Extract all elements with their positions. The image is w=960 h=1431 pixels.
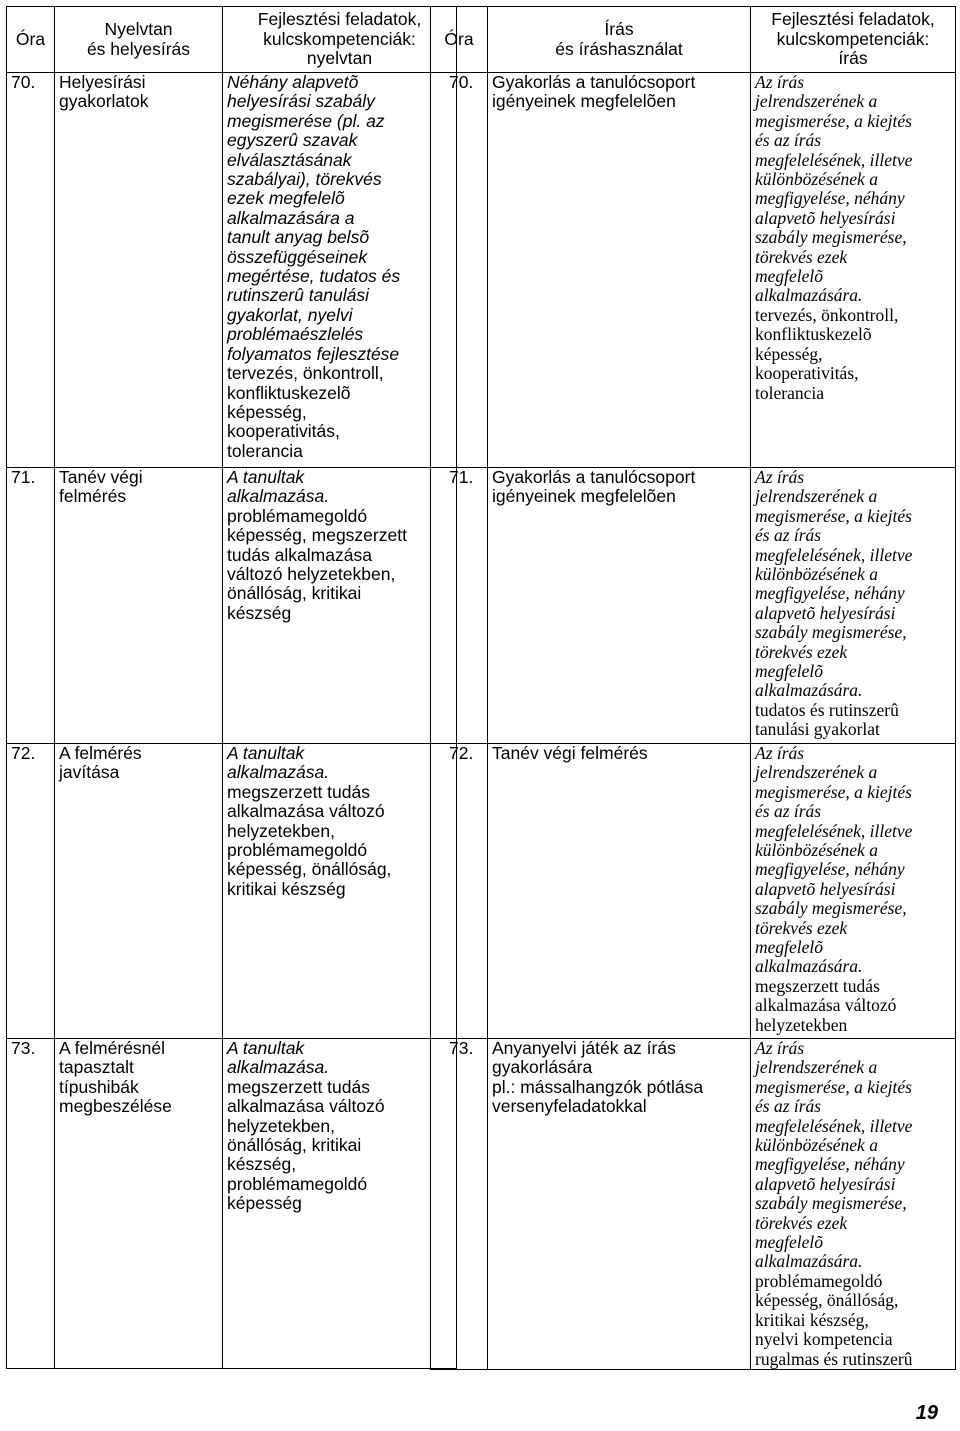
tasks-italic: Az írás jelrendszerének a megismerése, a kiejtés és az írás megfelelésének, illetve különbözésének a megfigyelése, néhány alapvetõ helyesírási szabály megismerése, törekvés ezek megfelelõ alkalmazására. [755,72,913,306]
table-row [431,73,956,468]
header-topic: Nyelvtan és helyesírás [55,7,223,73]
lesson-number: 72. [431,744,488,1039]
lesson-number: 71. [431,468,488,744]
tasks-italic: A tanultak alkalmazása. [227,467,330,507]
lesson-number: 73. [431,1039,488,1370]
lesson-topic: A felmérés javítása [55,744,223,1039]
lesson-topic: Gyakorlás a tanulócsoport igényeinek megfelelõen [488,73,751,468]
table-header-row [431,7,956,73]
header-tasks: Fejlesztési feladatok, kulcskompetenciák: írás [751,7,956,73]
lesson-number: 71. [7,468,55,744]
lesson-tasks [223,73,457,468]
table-row [7,1039,457,1369]
header-ora: Óra [431,7,488,73]
lesson-topic: Gyakorlás a tanulócsoport igényeinek megfelelõen [488,468,751,744]
tasks-competencies: tudatos és rutinszerû tanulási gyakorlat [755,699,899,740]
lesson-number: 73. [7,1039,55,1369]
lesson-topic: A felmérésnél tapasztalt típushibák megbeszélése [55,1039,223,1369]
tasks-competencies: megszerzett tudás alkalmazása változó helyzetekben, problémamegoldó képesség, önállóság, kritikai készség [227,781,392,899]
header-tasks: Fejlesztési feladatok, kulcskompetenciák: nyelvtan [223,7,457,73]
lesson-topic: Tanév végi felmérés [488,744,751,1039]
table-row [431,744,956,1039]
lesson-tasks [223,1039,457,1369]
lesson-tasks [223,744,457,1039]
table-row [431,468,956,744]
tasks-competencies: megszerzett tudás alkalmazása változó helyzetekben [755,975,897,1035]
lesson-number: 72. [7,744,55,1039]
lesson-tasks [751,468,956,744]
tasks-competencies: tervezés, önkontroll, konfliktuskezelõ képesség, kooperativitás, tolerancia [227,363,384,461]
tasks-competencies: megszerzett tudás alkalmazása változó helyzetekben, önállóság, kritikai készség, problémamegoldó képesség [227,1076,385,1214]
tasks-italic: A tanultak alkalmazása. [227,743,330,783]
table-row [7,744,457,1039]
tasks-competencies: problémamegoldó képesség, önállóság, kritikai készség, nyelvi kompetencia rugalmas és rutinszerû [755,1270,913,1369]
lesson-tasks [751,744,956,1039]
tasks-italic: Az írás jelrendszerének a megismerése, a kiejtés és az írás megfelelésének, illetve különbözésének a megfigyelése, néhány alapvetõ helyesírási szabály megismerése, törekvés ezek megfelelõ alkalmazására. [755,743,913,977]
writing-table [430,6,956,1370]
lesson-tasks [751,73,956,468]
lesson-tasks [223,468,457,744]
header-ora: Óra [7,7,55,73]
tasks-italic: Az írás jelrendszerének a megismerése, a kiejtés és az írás megfelelésének, illetve különbözésének a megfigyelése, néhány alapvetõ helyesírási szabály megismerése, törekvés ezek megfelelõ alkalmazására. [755,1038,913,1272]
table-row [7,468,457,744]
tasks-competencies: tervezés, önkontroll, konfliktuskezelõ képesség, kooperativitás, tolerancia [755,304,899,403]
grammar-table [6,6,457,1369]
table-row [431,1039,956,1370]
lesson-number: 70. [7,73,55,468]
header-topic: Írás és íráshasználat [488,7,751,73]
lesson-topic: Anyanyelvi játék az írás gyakorlására pl.: mássalhangzók pótlása versenyfeladatokkal [488,1039,751,1370]
lesson-number: 70. [431,73,488,468]
lesson-topic: Helyesírási gyakorlatok [55,73,223,468]
lesson-topic: Tanév végi felmérés [55,468,223,744]
tasks-italic: Néhány alapvetõ helyesírási szabály megismerése (pl. az egyszerû szavak elválasztásának szabályai), törekvés ezek megfelelõ alkalmazására a tanult anyag belsõ összefüggéseinek megértése, tudatos és rutinszerû tanulási gyakorlat, nyelvi problémaészlelés folyamatos fejlesztése [227,72,401,364]
page-number: 19 [915,1402,938,1424]
tasks-italic: A tanultak alkalmazása. [227,1038,330,1078]
tasks-italic: Az írás jelrendszerének a megismerése, a kiejtés és az írás megfelelésének, illetve különbözésének a megfigyelése, néhány alapvetõ helyesírási szabály megismerése, törekvés ezek megfelelõ alkalmazására. [755,467,913,701]
lesson-tasks [751,1039,956,1370]
table-row [7,73,457,468]
table-header-row [7,7,457,73]
tasks-competencies: problémamegoldó képesség, megszerzett tudás alkalmazása változó helyzetekben, önállóság, kritikai készség [227,505,407,623]
